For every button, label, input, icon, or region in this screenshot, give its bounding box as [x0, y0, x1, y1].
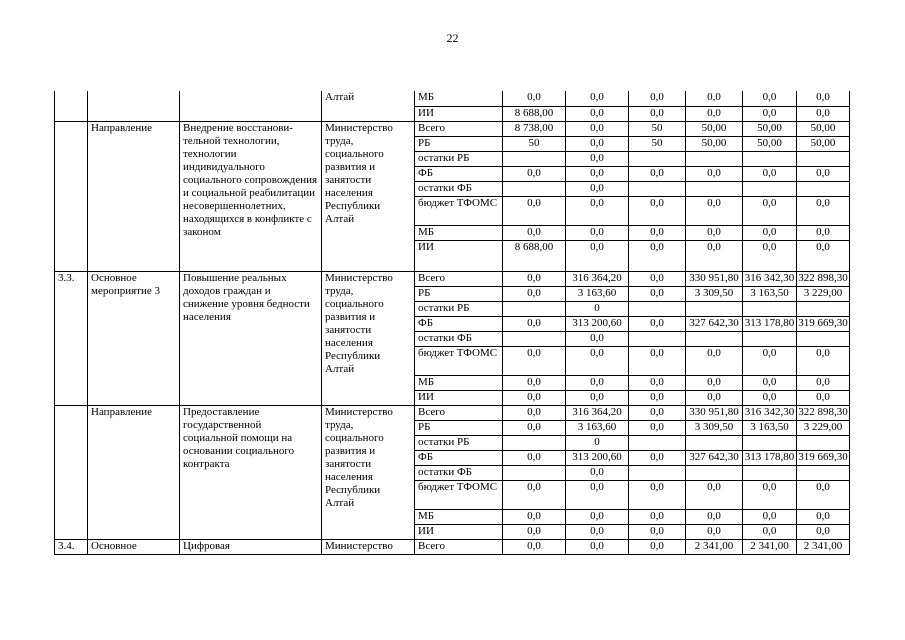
amount-cell: 0,0 [566, 225, 629, 240]
amount-cell: 0,0 [566, 91, 629, 106]
amount-cell: 50,00 [797, 136, 850, 151]
row-number: 3.4. [55, 539, 88, 554]
row-type: Направление [88, 121, 180, 271]
amount-cell: 0,0 [629, 316, 686, 331]
amount-cell: 316 342,30 [743, 405, 797, 420]
amount-cell: 0,0 [797, 346, 850, 375]
amount-cell [743, 331, 797, 346]
amount-cell: 0,0 [629, 524, 686, 539]
amount-cell: 0,0 [743, 480, 797, 509]
amount-cell: 0,0 [503, 225, 566, 240]
amount-cell: 50,00 [686, 136, 743, 151]
amount-cell: 0,0 [686, 346, 743, 375]
funding-source: остатки ФБ [415, 181, 503, 196]
funding-source: ИИ [415, 240, 503, 271]
amount-cell: 0,0 [797, 375, 850, 390]
amount-cell: 3 163,50 [743, 286, 797, 301]
funding-source: Всего [415, 539, 503, 554]
amount-cell: 8 688,00 [503, 106, 566, 121]
amount-cell: 316 342,30 [743, 271, 797, 286]
row-type: Направление [88, 405, 180, 539]
row-type: Основное [88, 539, 180, 554]
amount-cell: 0,0 [797, 106, 850, 121]
amount-cell [629, 181, 686, 196]
amount-cell: 0,0 [743, 106, 797, 121]
row-organization: Министерство труда, социального развития и занятости населения Республики Алтай [322, 405, 415, 539]
amount-cell [743, 151, 797, 166]
amount-cell: 0,0 [503, 346, 566, 375]
amount-cell: 319 669,30 [797, 316, 850, 331]
amount-cell: 327 642,30 [686, 450, 743, 465]
amount-cell: 0,0 [503, 539, 566, 554]
amount-cell: 3 163,60 [566, 420, 629, 435]
funding-source: РБ [415, 420, 503, 435]
amount-cell: 0,0 [797, 240, 850, 271]
row-organization: Министерство труда, социального развития и занятости населения Республики Алтай [322, 271, 415, 405]
amount-cell: 313 200,60 [566, 450, 629, 465]
row-number [55, 121, 88, 271]
amount-cell: 322 898,30 [797, 405, 850, 420]
funding-source: бюджет ТФОМС [415, 346, 503, 375]
amount-cell: 2 341,00 [743, 539, 797, 554]
amount-cell: 0,0 [743, 346, 797, 375]
row-organization: Министерство труда, социального развития и занятости населения Республики Алтай [322, 121, 415, 271]
funding-source: ФБ [415, 316, 503, 331]
row-number [55, 91, 88, 121]
amount-cell: 0,0 [566, 240, 629, 271]
table-row [55, 539, 850, 554]
amount-cell: 0,0 [629, 390, 686, 405]
table-row [55, 271, 850, 286]
amount-cell [743, 435, 797, 450]
funding-source: ИИ [415, 390, 503, 405]
amount-cell: 0,0 [797, 196, 850, 225]
funding-source: остатки РБ [415, 435, 503, 450]
amount-cell: 0,0 [503, 509, 566, 524]
funding-source: остатки РБ [415, 151, 503, 166]
amount-cell: 330 951,80 [686, 405, 743, 420]
amount-cell: 0,0 [743, 91, 797, 106]
amount-cell: 3 309,50 [686, 420, 743, 435]
amount-cell: 0,0 [566, 151, 629, 166]
amount-cell: 2 341,00 [686, 539, 743, 554]
table-row [55, 405, 850, 420]
row-description: Предоставление государственной социальной помощи на основании социального контракта [180, 405, 322, 539]
amount-cell: 0,0 [566, 196, 629, 225]
amount-cell: 0,0 [629, 480, 686, 509]
amount-cell: 0,0 [686, 91, 743, 106]
amount-cell: 0,0 [629, 420, 686, 435]
amount-cell: 0 [566, 435, 629, 450]
amount-cell: 0,0 [797, 509, 850, 524]
amount-cell [686, 301, 743, 316]
funding-source: остатки ФБ [415, 465, 503, 480]
amount-cell: 0,0 [503, 524, 566, 539]
row-organization: Министерство [322, 539, 415, 554]
budget-table [54, 91, 850, 555]
amount-cell: 0,0 [686, 524, 743, 539]
amount-cell [629, 151, 686, 166]
funding-source: Всего [415, 121, 503, 136]
funding-source: Всего [415, 405, 503, 420]
funding-source: остатки РБ [415, 301, 503, 316]
amount-cell: 313 178,80 [743, 450, 797, 465]
amount-cell: 0,0 [629, 509, 686, 524]
funding-source: МБ [415, 225, 503, 240]
amount-cell: 0,0 [503, 271, 566, 286]
amount-cell: 0,0 [686, 225, 743, 240]
amount-cell: 0,0 [566, 346, 629, 375]
amount-cell: 0,0 [629, 405, 686, 420]
amount-cell: 316 364,20 [566, 405, 629, 420]
amount-cell: 0,0 [503, 480, 566, 509]
amount-cell: 0,0 [629, 166, 686, 181]
amount-cell: 0,0 [743, 196, 797, 225]
amount-cell [686, 435, 743, 450]
amount-cell: 0,0 [566, 509, 629, 524]
amount-cell [797, 435, 850, 450]
amount-cell: 0,0 [503, 166, 566, 181]
amount-cell: 0,0 [686, 480, 743, 509]
amount-cell: 3 229,00 [797, 420, 850, 435]
amount-cell: 0,0 [686, 375, 743, 390]
amount-cell: 313 178,80 [743, 316, 797, 331]
amount-cell: 330 951,80 [686, 271, 743, 286]
row-description: Повышение реальных доходов граждан и снижение уровня бедности населения [180, 271, 322, 405]
amount-cell: 0,0 [686, 509, 743, 524]
amount-cell: 0,0 [566, 465, 629, 480]
amount-cell: 0,0 [743, 509, 797, 524]
amount-cell: 0,0 [566, 524, 629, 539]
amount-cell: 50,00 [743, 136, 797, 151]
funding-source: ИИ [415, 106, 503, 121]
amount-cell: 0,0 [629, 225, 686, 240]
amount-cell [797, 151, 850, 166]
amount-cell: 0,0 [503, 91, 566, 106]
row-type: Основное мероприятие 3 [88, 271, 180, 405]
funding-source: РБ [415, 286, 503, 301]
amount-cell: 0,0 [503, 316, 566, 331]
amount-cell: 0,0 [743, 225, 797, 240]
amount-cell: 50 [503, 136, 566, 151]
amount-cell [629, 301, 686, 316]
amount-cell: 0,0 [503, 420, 566, 435]
table-row [55, 91, 850, 106]
row-organization: Алтай [322, 91, 415, 121]
amount-cell: 50 [629, 121, 686, 136]
amount-cell: 0,0 [566, 106, 629, 121]
amount-cell: 0,0 [629, 346, 686, 375]
amount-cell: 0 [566, 301, 629, 316]
amount-cell: 0,0 [629, 196, 686, 225]
amount-cell [503, 435, 566, 450]
amount-cell: 0,0 [797, 166, 850, 181]
amount-cell: 0,0 [797, 480, 850, 509]
funding-source: бюджет ТФОМС [415, 196, 503, 225]
amount-cell: 0,0 [629, 106, 686, 121]
amount-cell: 0,0 [566, 181, 629, 196]
amount-cell: 3 163,60 [566, 286, 629, 301]
funding-source: МБ [415, 91, 503, 106]
table-row [55, 121, 850, 136]
amount-cell: 0,0 [566, 166, 629, 181]
row-type [88, 91, 180, 121]
amount-cell [686, 181, 743, 196]
amount-cell [503, 331, 566, 346]
amount-cell: 0,0 [686, 390, 743, 405]
funding-source: ИИ [415, 524, 503, 539]
amount-cell: 50,00 [743, 121, 797, 136]
amount-cell: 50 [629, 136, 686, 151]
amount-cell: 0,0 [566, 331, 629, 346]
amount-cell: 0,0 [686, 240, 743, 271]
amount-cell: 0,0 [743, 524, 797, 539]
amount-cell [743, 465, 797, 480]
amount-cell: 0,0 [503, 450, 566, 465]
amount-cell: 50,00 [686, 121, 743, 136]
row-description: Внедрение восстанови-тельной технологии, технологии индивидуального социального сопровождения и социальной реабилитации несовершеннолетних, находящихся в конфликте с законом [180, 121, 322, 271]
amount-cell [629, 435, 686, 450]
amount-cell [743, 181, 797, 196]
amount-cell: 0,0 [629, 539, 686, 554]
funding-source: остатки ФБ [415, 331, 503, 346]
amount-cell: 0,0 [743, 166, 797, 181]
row-number [55, 405, 88, 539]
amount-cell [629, 465, 686, 480]
amount-cell [686, 151, 743, 166]
amount-cell: 0,0 [503, 196, 566, 225]
amount-cell: 0,0 [503, 375, 566, 390]
amount-cell: 0,0 [629, 91, 686, 106]
amount-cell [686, 331, 743, 346]
amount-cell: 0,0 [629, 271, 686, 286]
amount-cell: 0,0 [797, 390, 850, 405]
amount-cell [797, 181, 850, 196]
amount-cell [797, 465, 850, 480]
amount-cell: 0,0 [686, 106, 743, 121]
amount-cell: 0,0 [629, 450, 686, 465]
amount-cell: 0,0 [743, 375, 797, 390]
amount-cell: 0,0 [686, 166, 743, 181]
amount-cell [503, 301, 566, 316]
funding-source: бюджет ТФОМС [415, 480, 503, 509]
funding-source: МБ [415, 375, 503, 390]
amount-cell: 0,0 [566, 480, 629, 509]
funding-source: РБ [415, 136, 503, 151]
amount-cell: 8 738,00 [503, 121, 566, 136]
amount-cell: 0,0 [566, 375, 629, 390]
amount-cell: 0,0 [743, 240, 797, 271]
amount-cell [503, 181, 566, 196]
amount-cell: 316 364,20 [566, 271, 629, 286]
amount-cell [503, 465, 566, 480]
amount-cell [797, 301, 850, 316]
amount-cell: 0,0 [503, 405, 566, 420]
amount-cell: 322 898,30 [797, 271, 850, 286]
funding-source: ФБ [415, 450, 503, 465]
funding-source: МБ [415, 509, 503, 524]
amount-cell: 2 341,00 [797, 539, 850, 554]
funding-source: Всего [415, 271, 503, 286]
funding-source: ФБ [415, 166, 503, 181]
row-number: 3.3. [55, 271, 88, 405]
row-description [180, 91, 322, 121]
amount-cell: 0,0 [566, 539, 629, 554]
amount-cell: 0,0 [629, 286, 686, 301]
amount-cell: 319 669,30 [797, 450, 850, 465]
amount-cell [743, 301, 797, 316]
amount-cell: 3 309,50 [686, 286, 743, 301]
amount-cell: 0,0 [566, 121, 629, 136]
amount-cell: 0,0 [629, 375, 686, 390]
amount-cell: 0,0 [686, 196, 743, 225]
amount-cell: 0,0 [503, 390, 566, 405]
amount-cell: 313 200,60 [566, 316, 629, 331]
amount-cell: 0,0 [566, 390, 629, 405]
amount-cell: 0,0 [797, 91, 850, 106]
amount-cell: 0,0 [629, 240, 686, 271]
amount-cell: 0,0 [743, 390, 797, 405]
amount-cell: 0,0 [797, 524, 850, 539]
amount-cell: 0,0 [503, 286, 566, 301]
page-number: 22 [446, 31, 459, 45]
row-description: Цифровая [180, 539, 322, 554]
amount-cell [797, 331, 850, 346]
amount-cell: 0,0 [566, 136, 629, 151]
amount-cell [686, 465, 743, 480]
amount-cell: 50,00 [797, 121, 850, 136]
amount-cell: 8 688,00 [503, 240, 566, 271]
amount-cell: 0,0 [797, 225, 850, 240]
budget-body [55, 91, 850, 554]
amount-cell: 3 229,00 [797, 286, 850, 301]
amount-cell: 327 642,30 [686, 316, 743, 331]
amount-cell [503, 151, 566, 166]
amount-cell [629, 331, 686, 346]
amount-cell: 3 163,50 [743, 420, 797, 435]
